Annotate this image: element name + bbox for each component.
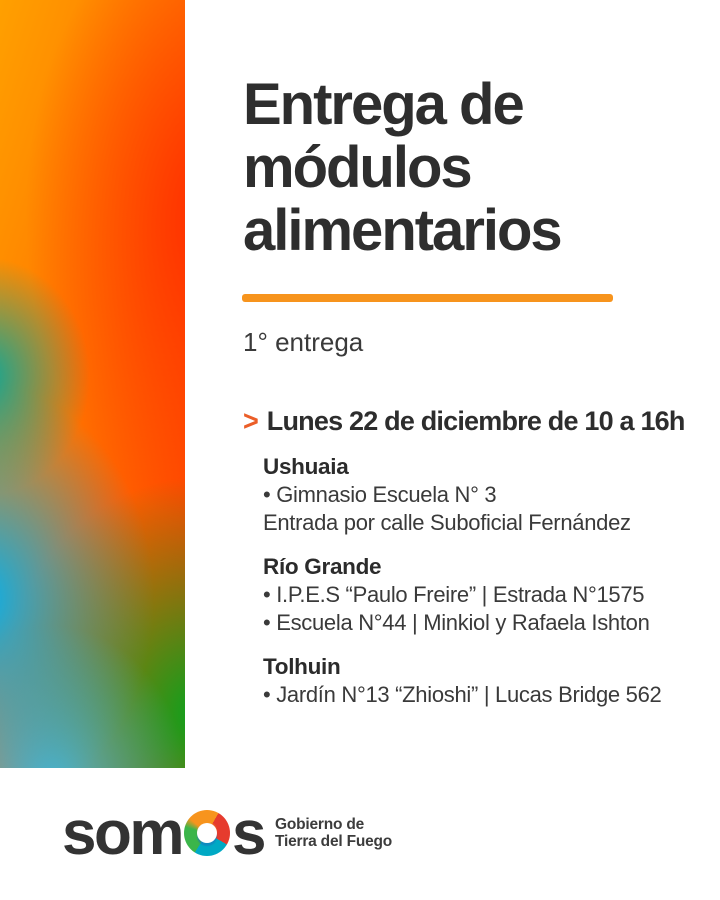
logo-text-start: som — [62, 798, 182, 868]
place-line: • Gimnasio Escuela N° 3 — [263, 482, 497, 507]
section-rio-grande — [243, 553, 693, 637]
title-line-1: Entrega de — [243, 72, 523, 137]
chevron-right-icon: > — [243, 405, 259, 437]
place-line: • I.P.E.S “Paulo Freire” | Estrada N°1575 — [263, 582, 645, 607]
city-name: Tolhuin — [263, 654, 341, 679]
government-label — [275, 816, 392, 850]
title-line-2: módulos — [243, 135, 471, 200]
place-line: • Jardín N°13 “Zhioshi” | Lucas Bridge 562 — [263, 682, 662, 707]
city-name: Ushuaia — [263, 454, 349, 479]
government-label-line-1: Gobierno de — [274, 816, 365, 833]
schedule-block — [243, 405, 693, 709]
orange-divider — [242, 294, 613, 302]
place-line: Entrada por calle Suboficial Fernández — [263, 510, 631, 535]
date-label: Lunes 22 de diciembre de 10 a 16h — [266, 406, 685, 436]
somos-logo — [62, 798, 264, 869]
gradient-band — [0, 0, 185, 768]
title-line-3: alimentarios — [243, 198, 561, 263]
page-title — [243, 73, 561, 262]
government-label-line-2: Tierra del Fuego — [274, 833, 393, 850]
swirl-hole — [197, 823, 217, 843]
somos-swirl-o-icon — [184, 810, 230, 856]
section-tolhuin — [243, 653, 693, 709]
city-name: Río Grande — [263, 554, 382, 579]
footer-logo — [62, 798, 393, 868]
subtitle-entrega: 1° entrega — [243, 327, 364, 357]
logo-text-end: s — [231, 798, 264, 868]
place-line: • Escuela N°44 | Minkiol y Rafaela Ishton — [263, 610, 650, 635]
date-row — [243, 405, 693, 437]
section-ushuaia — [243, 453, 693, 537]
